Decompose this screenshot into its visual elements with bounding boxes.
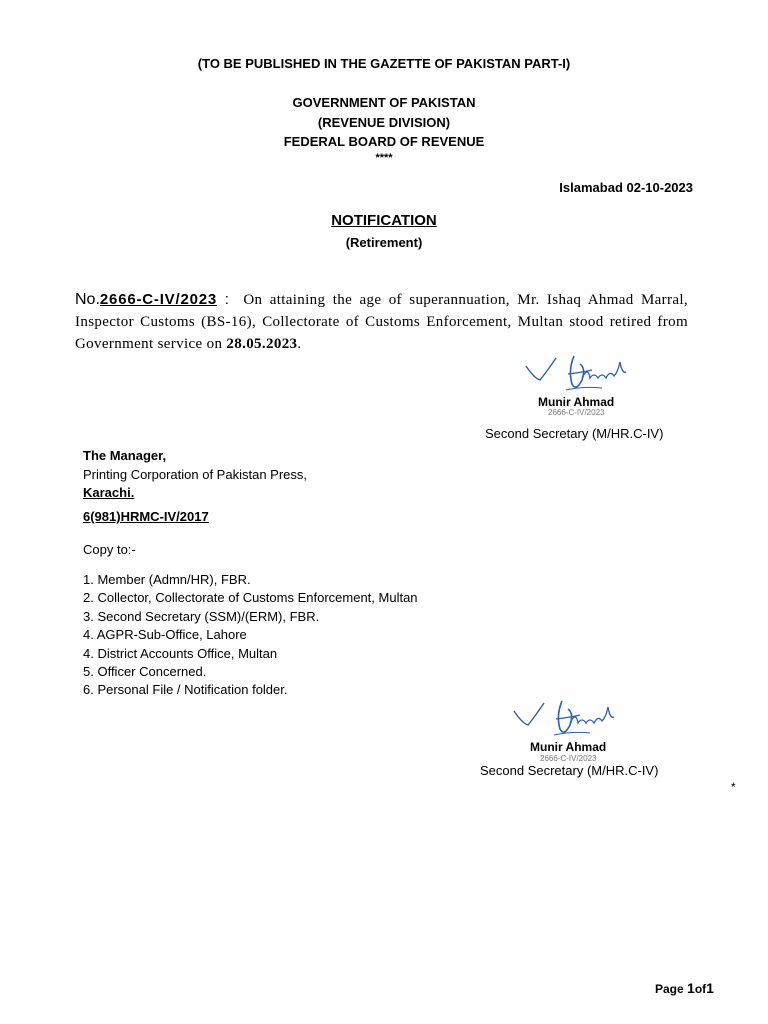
page-current: 1 (687, 980, 695, 996)
date-line: Islamabad 02-10-2023 (559, 180, 693, 195)
signature-number: 2666-C-IV/2023 (548, 408, 605, 417)
addressee-city: Karachi. (83, 485, 135, 500)
list-item: 4. AGPR-Sub-Office, Lahore (83, 627, 247, 643)
list-item: 1. Member (Admn/HR), FBR. (83, 572, 251, 587)
list-item: 4. District Accounts Office, Multan (83, 645, 278, 661)
list-item: 5. Officer Concerned. (83, 664, 207, 680)
government-line: GOVERNMENT OF PAKISTAN (292, 95, 476, 110)
list-item: 2. Collector, Collectorate of Customs Enforcement, Multan (83, 590, 418, 606)
copy-list (83, 571, 418, 700)
division-line: (REVENUE DIVISION) (317, 115, 451, 130)
signature-name: Munir Ahmad (530, 740, 607, 754)
signature-number: 2666-C-IV/2023 (540, 754, 597, 763)
page-total: 1 (706, 980, 714, 996)
notification-number: 2666-C-IV/2023 (99, 291, 218, 308)
notification-title: NOTIFICATION (331, 212, 437, 229)
copy-to-heading: Copy to:- (83, 542, 136, 557)
notification-text: On attaining the age of superannuation, Mr. Ishaq Ahmad Marral, Inspector Customs (BS-16), Collectorate of Customs Enforcement, Multan stood retired from Government service on (75, 292, 688, 352)
signature-designation: Second Secretary (M/HR.C-IV) (485, 426, 664, 441)
notification-subtitle: (Retirement) (345, 235, 423, 250)
notification-colon: : (217, 291, 230, 308)
separator-stars: **** (375, 152, 393, 164)
asterisk-mark: * (731, 780, 736, 794)
signature-name: Munir Ahmad (538, 395, 615, 409)
list-item: 3. Second Secretary (SSM)/(ERM), FBR. (83, 608, 320, 624)
page-word: Page (655, 982, 688, 996)
notification-body (75, 289, 688, 355)
gazette-line: (TO BE PUBLISHED IN THE GAZETTE OF PAKISTAN PART-I) (197, 56, 571, 71)
notification-no-prefix: No. (75, 291, 100, 308)
signature-image (522, 350, 632, 398)
page-of: of (694, 982, 707, 996)
reference-number: 6(981)HRMC-IV/2017 (83, 509, 209, 524)
page-number-footer (655, 980, 714, 996)
signature-image (510, 695, 620, 743)
addressee-line: Printing Corporation of Pakistan Press, (83, 467, 307, 482)
addressee-title: The Manager, (83, 448, 167, 463)
retirement-date: 28.05.2023 (226, 336, 298, 352)
signature-designation: Second Secretary (M/HR.C-IV) (480, 763, 659, 778)
notification-end: . (297, 336, 302, 352)
list-item: 6. Personal File / Notification folder. (83, 682, 288, 698)
board-line: FEDERAL BOARD OF REVENUE (283, 134, 485, 149)
